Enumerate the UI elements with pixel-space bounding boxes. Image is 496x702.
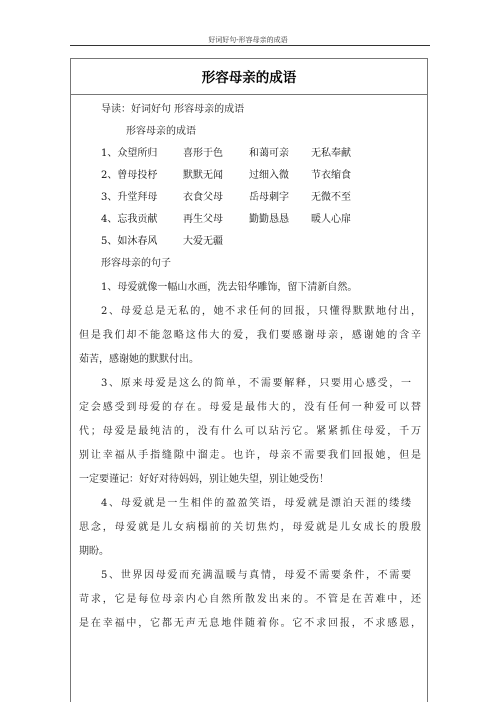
idiom: 默默无闻 <box>183 170 223 181</box>
idiom: 3、升堂拜母 <box>101 192 158 203</box>
paragraph-line: 5、世界因母爱而充满温暖与真情，母爱不需要条件，不需要 <box>101 570 411 581</box>
paragraph-line: 茹苦，感谢她的默默付出。 <box>79 354 199 365</box>
idiom: 暖人心扉 <box>311 214 351 225</box>
idiom: 过细入微 <box>249 170 289 181</box>
paragraph-line: 定会感受到母爱的存在。母爱是最伟大的，没有任何一种爱可以替 <box>79 402 421 413</box>
idiom: 4、忘我贡献 <box>101 214 158 225</box>
idiom: 再生父母 <box>183 214 223 225</box>
idiom: 衣食父母 <box>183 192 223 203</box>
idiom: 节衣缩食 <box>311 170 351 181</box>
idiom: 勤勤恳恳 <box>249 214 289 225</box>
document-title: 形容母亲的成语 <box>201 70 297 86</box>
subheading: 形容母亲的成语 <box>126 126 196 137</box>
paragraph-line: 思念，母爱就是儿女病榻前的关切焦灼，母爱就是儿女成长的殷殷 <box>79 522 421 533</box>
idiom: 5、如沐春风 <box>101 236 158 247</box>
title-row <box>71 59 427 95</box>
idiom: 喜形于色 <box>183 148 223 159</box>
idiom: 无私奉献 <box>311 148 351 159</box>
paragraph-line: 别让幸福从手指缝隙中溜走。也许，母亲不需要我们回报她，但是 <box>79 450 421 461</box>
sentences-heading: 形容母亲的句子 <box>101 258 171 269</box>
idiom: 2、曾母投杼 <box>101 170 158 181</box>
idiom: 大爱无疆 <box>183 236 223 247</box>
paragraph-line: 代；母爱是最纯洁的，没有什么可以玷污它。紧紧抓住母爱，千万 <box>79 426 421 437</box>
running-header: 好词好句-形容母亲的成语 <box>208 36 288 44</box>
paragraph-line: 1、母爱就像一幅山水画，洗去铅华雕饰，留下清新自然。 <box>101 282 358 293</box>
header-rule <box>70 45 430 46</box>
paragraph-line: 期盼。 <box>79 546 109 557</box>
paragraph-line: 3、原来母爱是这么的简单，不需要解释，只要用心感受，一 <box>101 378 411 389</box>
paragraph-line: 一定要谨记：好好对待妈妈，别让她失望，别让她受伤！ <box>79 474 329 485</box>
idiom: 无微不至 <box>311 192 351 203</box>
paragraph-line: 是在幸福中，它都无声无息地伴随着你。它不求回报，不求感恩， <box>79 618 421 629</box>
idiom: 1、众望所归 <box>101 148 158 159</box>
paragraph-line: 4、母爱就是一生相伴的盈盈笑语，母爱就是漂泊天涯的缕缕 <box>101 498 411 509</box>
paragraph-line: 苛求，它是每位母亲内心自然所散发出来的。不管是在苦难中，还 <box>79 594 421 605</box>
idiom: 和蔼可亲 <box>249 148 289 159</box>
paragraph-line: 但是我们却不能忽略这伟大的爱，我们要感谢母亲，感谢她的含辛 <box>79 330 421 341</box>
paragraph-line: 2、母爱总是无私的，她不求任何的回报，只懂得默默地付出， <box>101 306 421 317</box>
content-box <box>70 58 428 702</box>
intro-line: 导读：好词好句 形容母亲的成语 <box>101 104 245 115</box>
idiom: 岳母刺字 <box>249 192 289 203</box>
